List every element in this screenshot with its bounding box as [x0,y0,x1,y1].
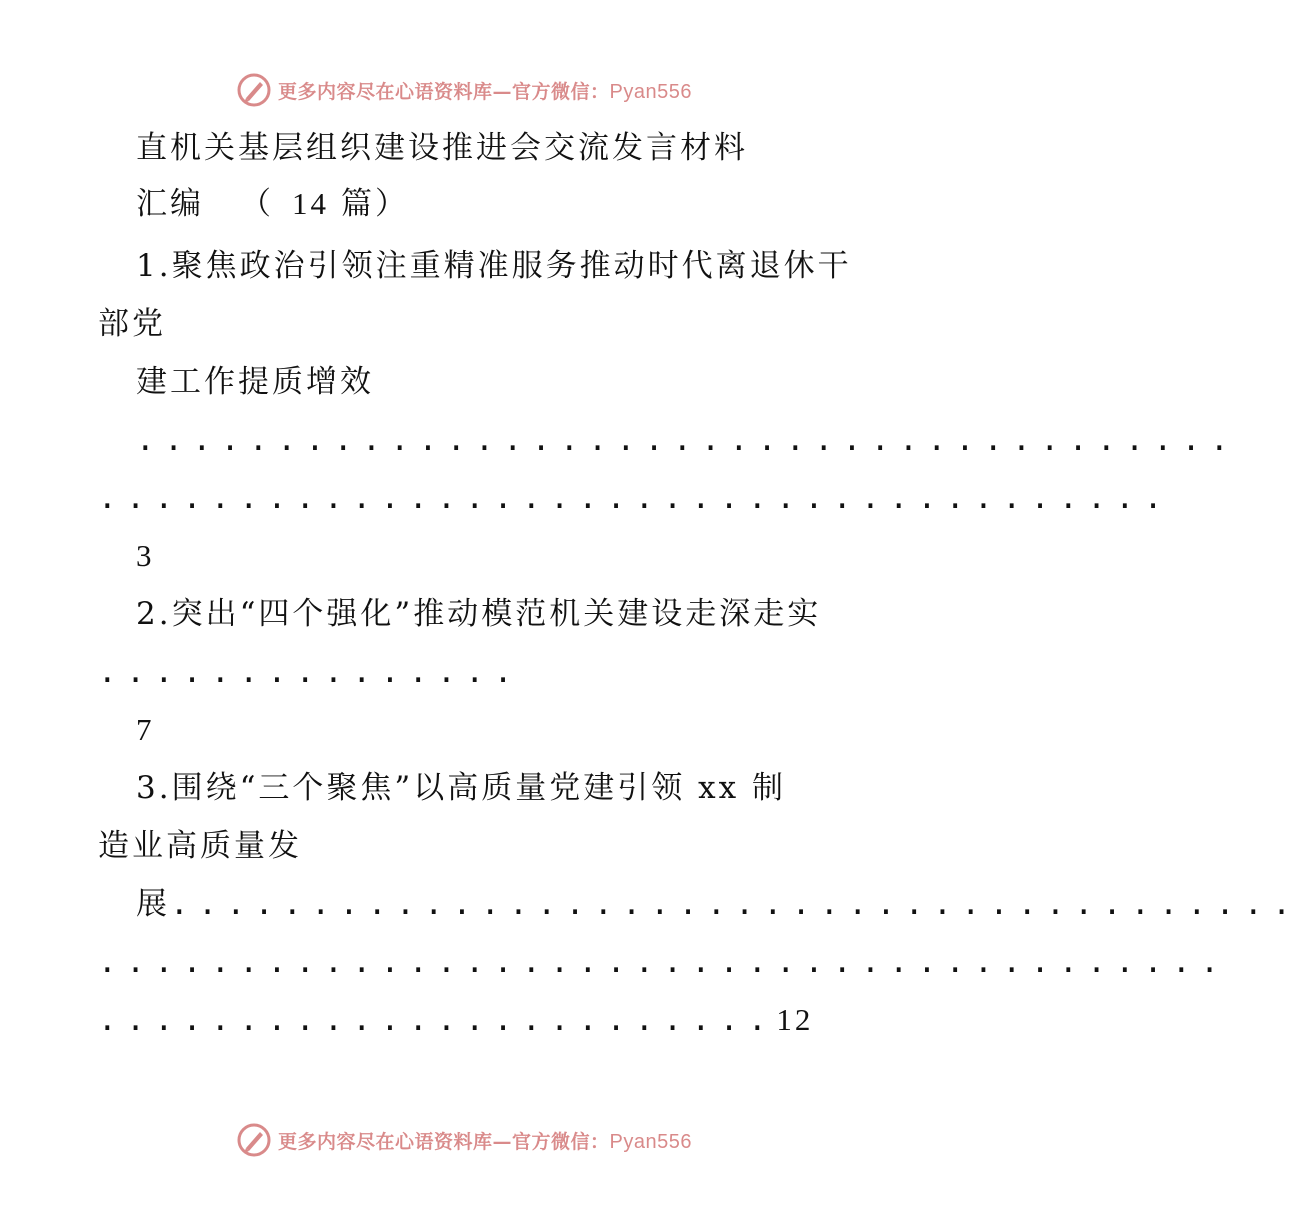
toc-entry-3-leader-3-row [98,1000,813,1040]
watermark-footer [236,1122,692,1158]
toc-entry-3-leader-1: ........................................ [170,886,1301,922]
toc-entry-2-leader-1: ............... [98,654,522,690]
toc-entry-2-page[interactable]: 7 [136,712,155,747]
toc-entry-3-line-3-text: 展 [136,886,170,922]
toc-entry-1-line-1[interactable]: 1.聚焦政治引领注重精准服务推动时代离退休干 [136,248,852,284]
pen-logo-icon [236,72,272,108]
document-title-line-1: 直机关基层组织建设推进会交流发言材料 [136,130,748,166]
toc-entry-2-line-1[interactable]: 2.突出“四个强化”推动模范机关建设走深走实 [136,596,822,632]
toc-entry-1-line-3[interactable]: 建工作提质增效 [136,364,374,400]
toc-entry-3-page[interactable]: 12 [776,1002,814,1037]
toc-entry-1-leader-2: ...................................... [98,480,1173,516]
toc-entry-3-leader-3: ........................ [98,1002,777,1038]
toc-entry-3-line-3[interactable] [136,884,1301,924]
pen-logo-icon [236,1122,272,1158]
watermark-header [236,72,692,108]
toc-entry-1-line-2[interactable]: 部党 [98,306,166,342]
toc-entry-3-line-1[interactable]: 3.围绕“三个聚焦”以高质量党建引领 xx 制 [136,770,786,806]
toc-entry-1-page[interactable]: 3 [136,538,155,573]
watermark-text: 更多内容尽在心语资料库—官方微信：Pyan556 [278,80,692,103]
toc-entry-3-leader-2: ........................................ [98,944,1229,980]
toc-entry-1-leader-1: ....................................... [136,422,1239,458]
watermark-text: 更多内容尽在心语资料库—官方微信：Pyan556 [278,1130,692,1153]
toc-entry-3-line-2[interactable]: 造业高质量发 [98,828,302,864]
document-title-line-2: 汇编 （ 14 篇） [136,186,409,222]
